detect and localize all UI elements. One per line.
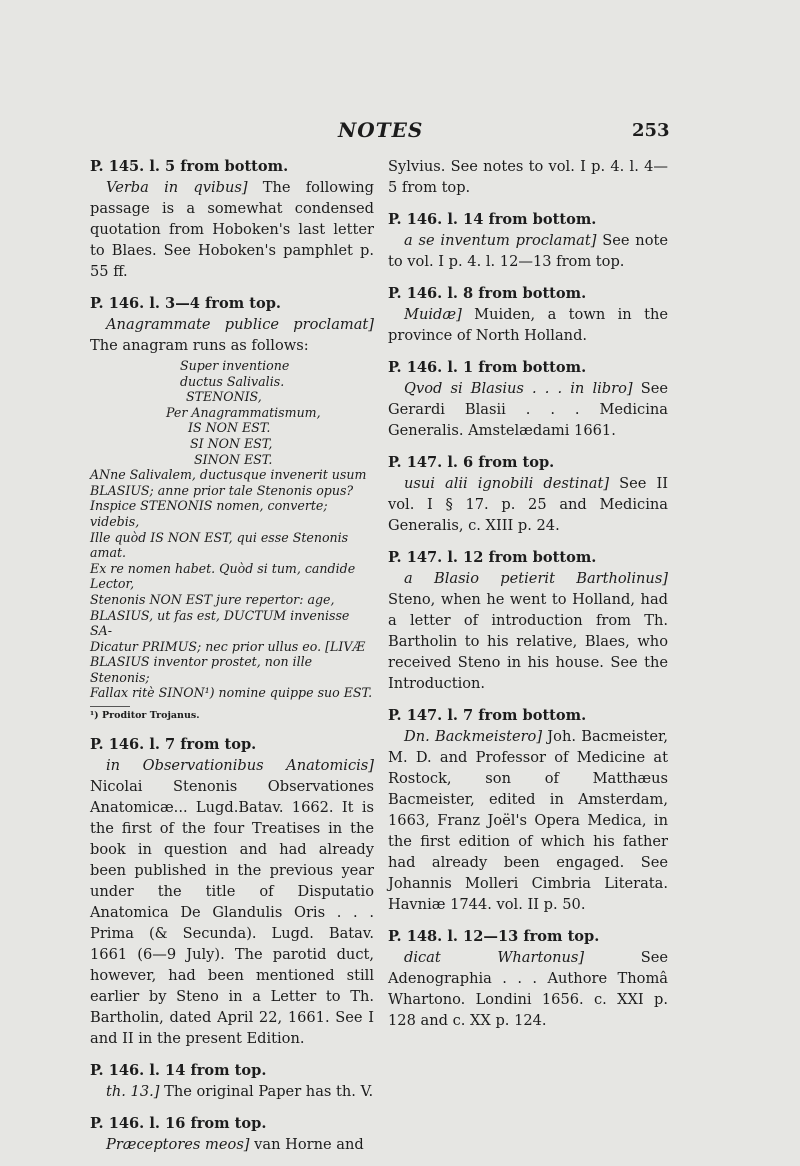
line-reference: P. 146. l. 3—4 from top. xyxy=(90,295,282,312)
lemma: Anagrammate publice proclamat] xyxy=(106,316,374,333)
note-entry xyxy=(388,547,668,694)
note-entry xyxy=(388,209,668,272)
lemma: Muidæ] xyxy=(404,306,462,323)
note-text xyxy=(388,726,668,915)
line-reference: P. 146. l. 14 from top. xyxy=(90,1062,267,1080)
lemma: dicat Whartonus] xyxy=(404,949,585,966)
commentary: The following passage is a somewhat condensed quotation from Hoboken's last letter to Blaes. See Hoboken's pamphlet p. 55 ff. xyxy=(90,179,374,280)
lemma: Præceptores meos] xyxy=(106,1136,250,1154)
note-text xyxy=(388,947,668,1031)
verse-line: Per Anagrammatismum, xyxy=(166,404,321,420)
note-entry xyxy=(388,156,668,198)
commentary: Nicolai Stenonis Observationes Anatomicæ... Lugd.Batav. 1662. It is the first of the four Treatises in the book in question and had already been published in the previous year under the title of Disputatio Anatomica De Glandulis Oris . . . Prima (& Secunda). Lugd. Batav. 1661 (6—9 July). The parotid duct, however, had been mentioned still earlier by Steno in a Letter to Th. Bartholin, dated April 22, 1661. See I and II in the present Edition. xyxy=(90,778,374,1048)
commentary: The original Paper has th. V. xyxy=(159,1083,374,1101)
commentary: van Horne and xyxy=(249,1136,364,1154)
note-entry xyxy=(90,734,374,1049)
note-entry xyxy=(388,926,668,1031)
note-text xyxy=(388,568,668,694)
left-column xyxy=(90,156,374,1166)
verse-line: SI NON EST, xyxy=(190,435,273,451)
note-text xyxy=(388,473,668,536)
note-text: Sylvius. See notes to vol. I p. 4. l. 4—5 from top. xyxy=(388,158,668,196)
lemma: a Blasio petierit Bartholinus] xyxy=(404,570,668,587)
verse-line: ductus Salivalis. xyxy=(180,373,285,389)
note-text xyxy=(90,314,374,356)
lemma: Qvod si Blasius . . . in libro] xyxy=(404,380,633,397)
commentary: Joh. Bacmeister, M. D. and Professor of Medicine at Rostock, son of Matthæus Bacmeister, edited in Amsterdam, 1663, Franz Joël's Opera Medica, in the first edition of which his father had already been engaged. See Johannis Molleri Cimbria Literata. Havniæ 1744. vol. II p. 50. xyxy=(388,728,668,913)
verse-line: SINON EST. xyxy=(194,451,273,467)
commentary: See II vol. I § 17. p. 25 and Medicina Generalis, c. XIII p. 24. xyxy=(388,475,668,534)
line-reference: P. 146. l. 1 from bottom. xyxy=(388,359,587,376)
commentary: Muiden, a town in the province of North Holland. xyxy=(388,306,668,344)
lemma: in Observationibus Anatomicis] xyxy=(106,757,374,775)
line-reference: P. 147. l. 7 from bottom. xyxy=(388,707,587,724)
verse-line: Ex re nomen habet. Quòd si tum, candide Lector, xyxy=(90,560,356,592)
lemma: usui alii ignobili destinat] xyxy=(404,475,610,492)
verse-line: BLASIUS, ut fas est, DUCTUM invenisse SA- xyxy=(90,607,350,639)
note-text xyxy=(90,1134,374,1155)
note-text xyxy=(388,304,668,346)
line-reference: P. 146. l. 16 from top. xyxy=(90,1115,267,1133)
verse-line: Inspice STENONIS nomen, converte; videbis, xyxy=(90,498,328,529)
note-entry xyxy=(388,452,668,536)
note-entry xyxy=(388,283,668,346)
line-reference: P. 146. l. 8 from bottom. xyxy=(388,285,587,302)
line-reference: P. 145. l. 5 from bottom. xyxy=(90,158,289,175)
commentary: See Adenographia . . . Authore Thomâ Whartono. Londini 1656. c. XXI p. 128 and c. XX p. 124. xyxy=(388,949,668,1029)
verse-line: STENONIS, xyxy=(186,389,262,405)
line-reference: P. 148. l. 12—13 from top. xyxy=(388,928,600,945)
note-entry xyxy=(388,357,668,441)
note-text xyxy=(90,1081,374,1102)
verse-line: Fallax ritè SINON¹) nomine quippe suo EST. xyxy=(90,685,373,701)
page-title: NOTES xyxy=(338,118,424,142)
commentary: The anagram runs as follows: xyxy=(90,337,309,354)
verse-line: IS NON EST. xyxy=(188,420,271,436)
page-number: 253 xyxy=(632,120,670,141)
note-entry xyxy=(90,1113,374,1155)
note-text xyxy=(90,177,374,282)
lemma: a se inventum proclamat] xyxy=(404,232,597,249)
note-text xyxy=(388,230,668,272)
lemma: Dn. Backmeistero] xyxy=(404,728,543,745)
line-reference: P. 147. l. 12 from bottom. xyxy=(388,549,597,566)
verse-line: Super inventione xyxy=(180,358,290,373)
verse-line: BLASIUS inventor prostet, non ille Stenonis; xyxy=(90,654,313,685)
lemma: th. 13.] xyxy=(106,1083,160,1101)
anagram-verse xyxy=(90,358,374,701)
footnote: ¹) Proditor Trojanus. xyxy=(90,706,130,722)
verse-line: Dicatur PRIMUS; nec prior ullus eo. [LIVÆ xyxy=(90,638,366,654)
verse-line: Ille quòd IS NON EST, qui esse Stenonis amat. xyxy=(90,529,349,561)
note-text xyxy=(90,755,374,1049)
verse-line: ANne Salivalem, ductusque invenerit usum xyxy=(90,467,367,483)
commentary: Steno, when he went to Holland, had a letter of introduction from Th. Bartholin to his relative, Blaes, who received Steno in his house. See the Introduction. xyxy=(388,591,668,692)
line-reference: P. 146. l. 14 from bottom. xyxy=(388,211,597,228)
note-entry xyxy=(388,705,668,915)
note-entry xyxy=(90,293,374,722)
running-head xyxy=(0,118,800,148)
verse-line: BLASIUS; anne prior tale Stenonis opus? xyxy=(90,482,354,498)
verse-line: Stenonis NON EST jure repertor: age, xyxy=(90,591,335,607)
note-text xyxy=(388,378,668,441)
commentary: See Gerardi Blasii . . . Medicina Generalis. Amstelædami 1661. xyxy=(388,380,668,439)
note-entry xyxy=(90,1060,374,1102)
line-reference: P. 146. l. 7 from top. xyxy=(90,736,257,754)
note-entry xyxy=(90,156,374,282)
lemma: Verba in qvibus] xyxy=(106,179,248,196)
commentary: See note to vol. I p. 4. l. 12—13 from top. xyxy=(388,232,668,270)
right-column xyxy=(388,156,668,1042)
line-reference: P. 147. l. 6 from top. xyxy=(388,454,555,471)
